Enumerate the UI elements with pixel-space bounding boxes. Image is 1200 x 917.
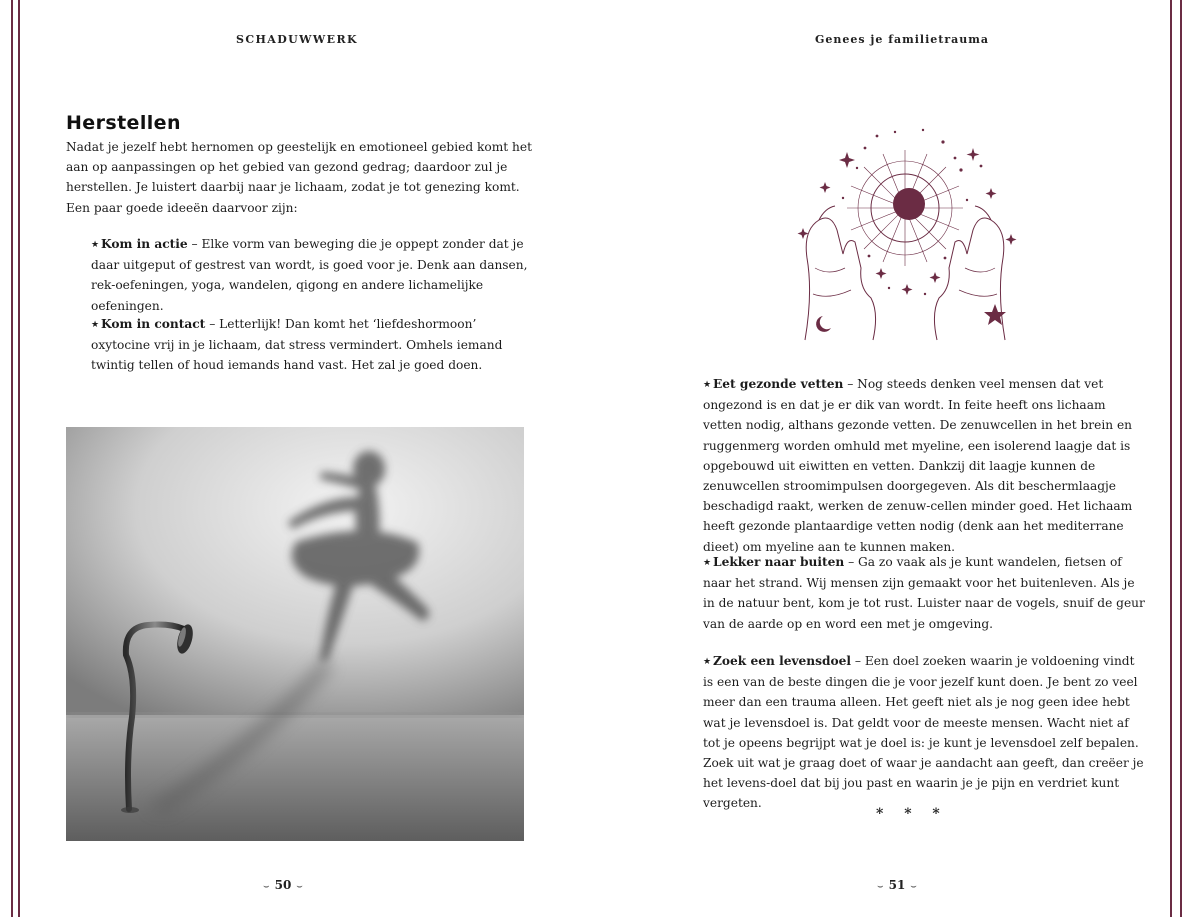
bullet-text: – Nog steeds denken veel mensen dat vet ongezond is en dat je er dik van wordt. In feite heeft ons lichaam vetten nodig, althans gezonde vetten. De zenuwcellen in het brein en ruggenmerg worden omhuld met myeline, een isolerend laagje dat is opgebouwd uit eiwitten en vetten. Dankzij dit laagje kunnen de zenuwcellen stroomimpulsen doorgegeven. Als dit beschermlaagje beschadigd raakt, werken de zenuw-cellen minder goed. Het lichaam heeft gezonde plantaardige vetten nodig (denk aan het mediterrane dieet) om myeline aan te kunnen maken. xyxy=(703,377,1133,554)
running-head-right: Genees je familietrauma xyxy=(815,33,990,46)
bullet-item xyxy=(703,552,1148,634)
bullet-text: – Een doel zoeken waarin je voldoening vindt is een van de beste dingen die je voor jezelf kunt doen. Je bent zo veel meer dan een trauma alleen. Het geeft niet als je nog geen idee hebt wat je levensdoel is. Dat geldt voor de meeste mensen. Wacht niet af tot je opeens begrijpt wat je doel is: je kunt je levensdoel zelf bepalen. Zoek uit wat je graag doet of waar je aandacht aan geeft, dan creëer je het levens-doel dat bij jou past en waarin je je pijn en verdriet kunt vergeten. xyxy=(703,654,1144,811)
flourish-icon: ⌣ xyxy=(910,881,917,892)
flourish-icon: ⌣ xyxy=(296,881,303,892)
star-icon: ★ xyxy=(703,558,712,568)
bullet-term: Zoek een levensdoel xyxy=(713,654,852,668)
star-icon: ★ xyxy=(91,320,100,330)
bullet-item xyxy=(91,314,531,376)
bullet-text: – Letterlijk! Dan komt het ‘liefdeshormoon’ oxytocine vrij in je lichaam, dat stress vermindert. Omhels iemand twintig tellen of houd iemands hand vast. Het zal je goed doen. xyxy=(91,317,503,373)
bullet-text: – Elke vorm van beweging die je oppept zonder dat je daar uitgeput of gestrest van wordt, is goed voor je. Denk aan dansen, rek-oefeningen, yoga, wandelen, qigong en andere lichamelijke oefeningen. xyxy=(91,237,528,313)
bullet-item xyxy=(703,651,1148,814)
hands-moon-sun-icon xyxy=(785,118,1025,346)
bent-nail-dancer-shadow-photo xyxy=(66,427,524,841)
flourish-icon: ⌣ xyxy=(263,881,270,892)
bullet-term: Kom in contact xyxy=(101,317,206,331)
star-icon: ★ xyxy=(91,240,100,250)
flourish-icon: ⌣ xyxy=(877,881,884,892)
bullet-item xyxy=(703,374,1148,557)
page-number-right xyxy=(872,878,922,892)
page-number-value: 50 xyxy=(274,878,292,892)
page-number-value: 51 xyxy=(888,878,906,892)
running-head-left: SCHADUWWERK xyxy=(236,33,358,46)
bullet-term: Eet gezonde vetten xyxy=(713,377,844,391)
section-break-asterisks: * * * xyxy=(876,806,948,822)
star-icon: ★ xyxy=(703,380,712,390)
bullet-text: – Ga zo vaak als je kunt wandelen, fietsen of naar het strand. Wij mensen zijn gemaakt voor het buitenleven. Als je in de natuur bent, kom je tot rust. Luister naar de vogels, snuif de geur van de aarde op en word een met je omgeving. xyxy=(703,555,1145,631)
section-heading: Herstellen xyxy=(66,112,181,134)
intro-paragraph: Nadat je jezelf hebt hernomen op geestelijk en emotioneel gebied komt het aan op aanpassingen op het gebied van gezond gedrag; daardoor zul je herstellen. Je luistert daarbij naar je lichaam, zodat je tot genezing komt. Een paar goede ideeën daarvoor zijn: xyxy=(66,140,533,215)
bullet-term: Kom in actie xyxy=(101,237,188,251)
right-page xyxy=(600,0,1200,917)
bullet-term: Lekker naar buiten xyxy=(713,555,845,569)
page-number-left xyxy=(258,878,308,892)
star-icon: ★ xyxy=(703,657,712,667)
bullet-item xyxy=(91,234,531,316)
